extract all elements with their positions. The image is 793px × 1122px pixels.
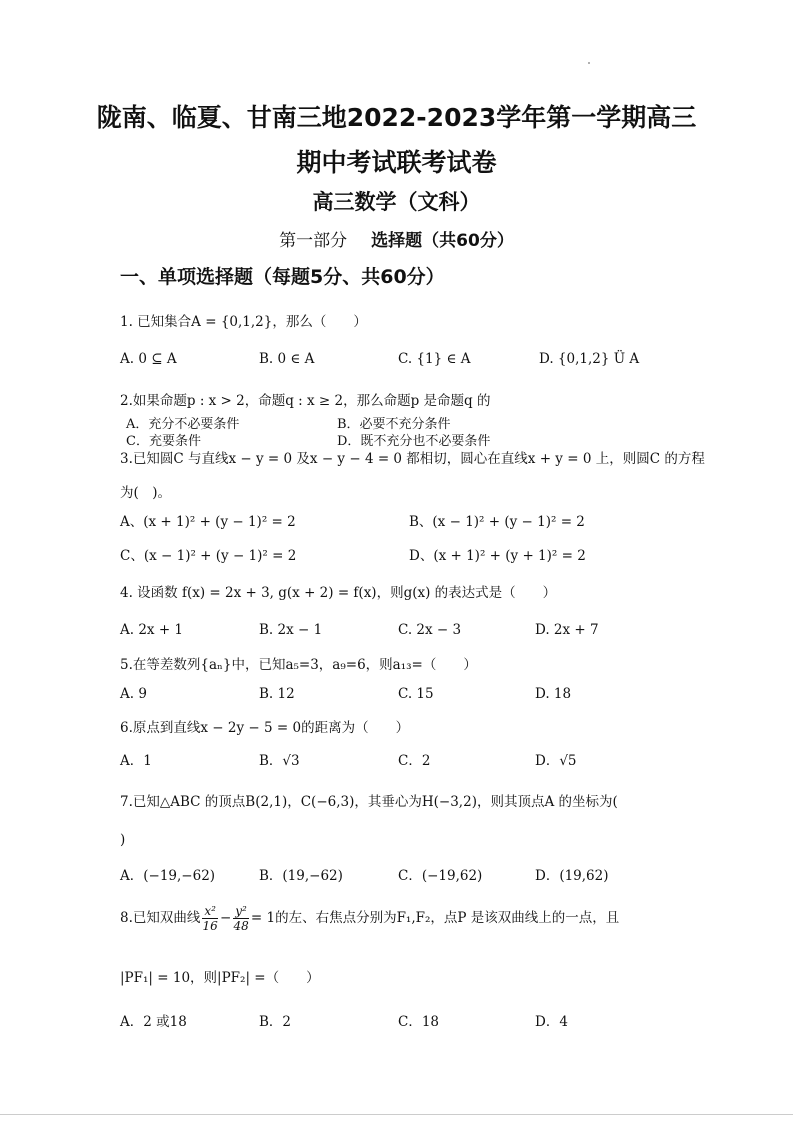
q8-fraction-y [233, 904, 249, 933]
q8-fraction-x [202, 904, 218, 933]
q8-fraction-x-den: 16 [202, 919, 218, 933]
part-title: 选择题（共60分） [371, 231, 514, 251]
q1-option-a: A. 0 ⊆ A [120, 351, 177, 367]
question-6: 6.原点到直线x − 2y − 5 = 0的距离为（ ） [120, 720, 410, 736]
q3-option-c: C、(x − 1)² + (y − 1)² = 2 [120, 548, 297, 564]
q8-option-b: B．2 [259, 1014, 292, 1030]
q8-lead: 8.已知双曲线 [120, 910, 201, 926]
question-5: 5.在等差数列{aₙ}中，已知a₅=3，a₉=6，则a₁₃=（ ） [120, 657, 477, 673]
q8-option-c: C．18 [398, 1014, 440, 1030]
q5-option-b: B. 12 [259, 686, 295, 702]
q3-option-d: D、(x + 1)² + (y + 1)² = 2 [409, 548, 586, 564]
question-3-cont: 为( )。 [120, 485, 172, 501]
q7-option-b: B．(19,−62) [259, 868, 343, 884]
subject-title: 高三数学（文科） [312, 189, 481, 214]
q7-option-a: A．(−19,−62) [120, 868, 216, 884]
exam-title-line1: 陇南、临夏、甘南三地2022-2023学年第一学期高三 [96, 103, 697, 132]
exam-title-line2: 期中考试联考试卷 [296, 148, 497, 177]
q6-option-d: D．√5 [535, 753, 577, 769]
part-heading [0, 226, 793, 251]
question-7-cont: ) [120, 832, 126, 848]
q3-option-b: B、(x − 1)² + (y − 1)² = 2 [409, 514, 585, 530]
question-4: 4. 设函数 f(x) = 2x + 3, g(x + 2) = f(x)，则g(x) 的表达式是（ ） [120, 585, 557, 601]
q2-option-b: B．必要不充分条件 [337, 417, 451, 432]
question-2: 2.如果命题p : x > 2，命题q : x ≥ 2，那么命题p 是命题q 的 [120, 393, 491, 409]
q6-option-a: A．1 [120, 753, 152, 769]
question-3: 3.已知圆C 与直线x − y = 0 及x − y − 4 = 0 都相切，圆心在直线x + y = 0 上，则圆C 的方程 [120, 451, 705, 467]
q2-option-d: D．既不充分也不必要条件 [337, 434, 491, 449]
q5-option-d: D. 18 [535, 686, 572, 702]
q7-option-d: D．(19,62) [535, 868, 609, 884]
q1-option-b: B. 0 ∈ A [259, 351, 315, 367]
page-dot [588, 62, 590, 64]
q1-option-d: D. {0,1,2} Ü A [539, 351, 640, 367]
q6-option-b: B．√3 [259, 753, 300, 769]
section-title: 一、单项选择题（每题5分、共60分） [120, 266, 445, 288]
q8-option-d: D．4 [535, 1014, 568, 1030]
q4-option-c: C. 2x − 3 [398, 622, 462, 638]
q8-rest: = 1的左、右焦点分别为F₁,F₂，点P 是该双曲线上的一点，且 [250, 910, 620, 926]
q2-option-a: A．充分不必要条件 [126, 417, 240, 432]
q5-option-a: A. 9 [120, 686, 147, 702]
question-1: 1. 已知集合A = {0,1,2}，那么（ ） [120, 314, 367, 330]
q4-option-a: A. 2x + 1 [120, 622, 184, 638]
q8-fraction-x-num: x² [204, 904, 216, 918]
q4-option-b: B. 2x − 1 [259, 622, 323, 638]
q4-option-d: D. 2x + 7 [535, 622, 599, 638]
q1-option-c: C. {1} ∈ A [398, 351, 471, 367]
q6-option-c: C．2 [398, 753, 431, 769]
q3-option-a: A、(x + 1)² + (y − 1)² = 2 [120, 514, 296, 530]
question-8-cont: |PF₁| = 10，则|PF₂| =（ ） [120, 970, 320, 986]
page-bottom-divider [0, 1114, 793, 1115]
part-label: 第一部分 [279, 231, 348, 251]
q8-option-a: A．2 或18 [120, 1014, 187, 1030]
question-7: 7.已知△ABC 的顶点B(2,1)，C(−6,3)，其垂心为H(−3,2)，则其顶点A 的坐标为( [120, 794, 618, 810]
q7-option-c: C．(−19,62) [398, 868, 483, 884]
q8-fraction-y-num: y² [235, 904, 247, 918]
question-8: 8.已知双曲线 $\frac{\text{x²}}{16}$ − $\frac{\text{y²}}{48}$ = 1的左、右焦点分别为F₁,F₂，点P 是该双曲线上的一点，且 [120, 904, 620, 933]
q5-option-c: C. 15 [398, 686, 434, 702]
q2-option-c: C．充要条件 [126, 434, 201, 449]
q8-fraction-y-den: 48 [233, 919, 249, 933]
